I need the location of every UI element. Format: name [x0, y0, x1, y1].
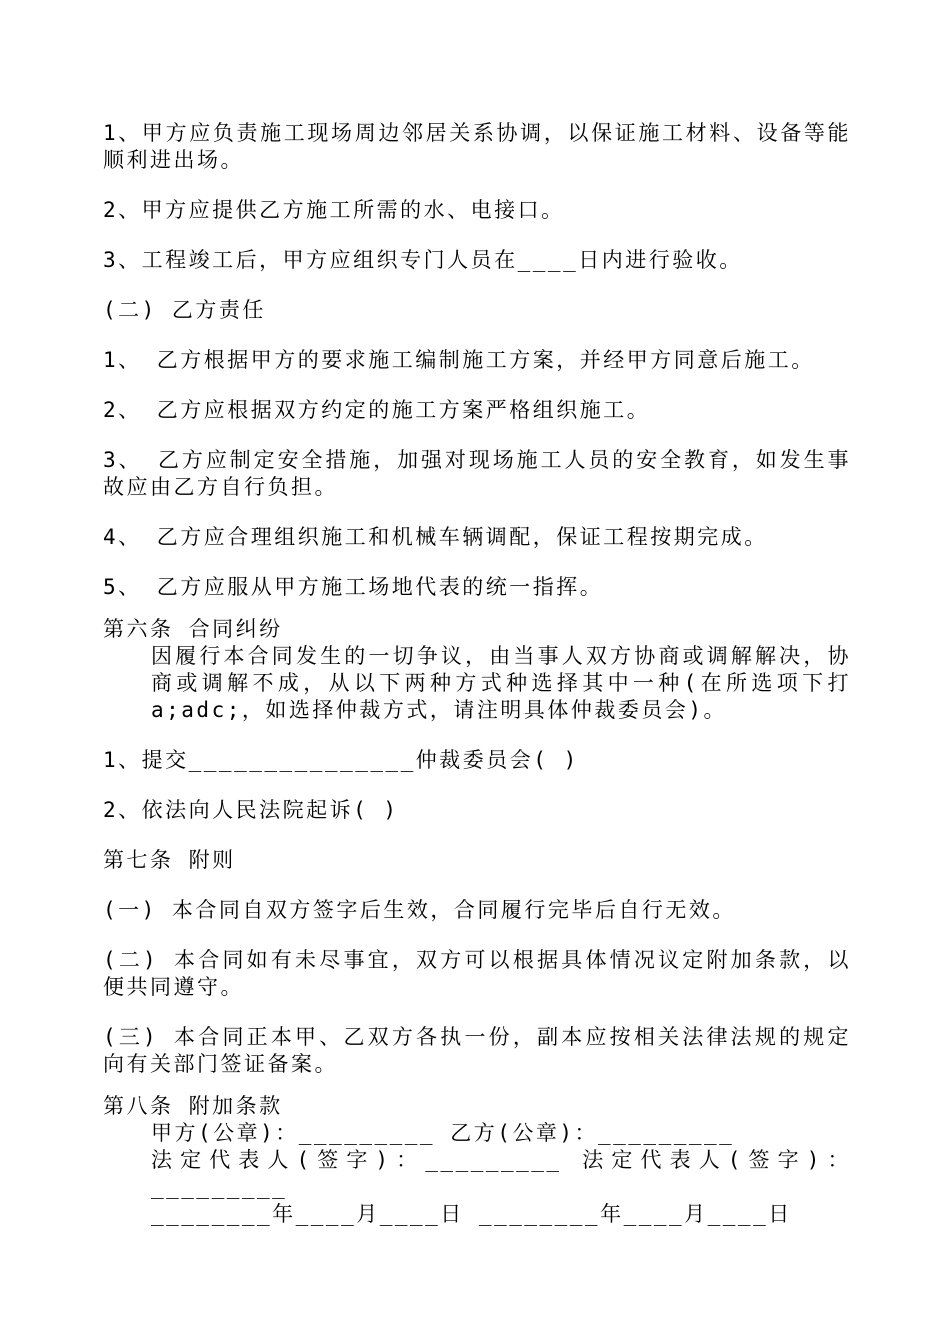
section-party-b-responsibility: (二) 乙方责任: [103, 298, 266, 322]
article-seven-clause-2: (二) 本合同如有未尽事宜，双方可以根据具体情况议定附加条款，以便共同遵守。: [103, 948, 851, 999]
article-seven-heading: 第七条 附则: [103, 848, 236, 872]
article-six-body: 因履行本合同发生的一切争议，由当事人双方协商或调解解决，协商或调解不成，从以下两种方式种选择其中一种(在所选项下打a;adc;，如选择仲裁方式，请注明具体仲裁委员会)。: [151, 644, 851, 722]
option-arbitration: 1、提交_______________仲裁委员会( ): [103, 748, 579, 772]
clause-party-a-acceptance: 3、工程竣工后，甲方应组织专门人员在____日内进行验收。: [103, 248, 743, 272]
article-six-heading: 第六条 合同纠纷: [103, 617, 283, 641]
signature-seals: 甲方(公章)：_________ 乙方(公章)：_________: [151, 1121, 735, 1145]
article-seven-clause-1: (一) 本合同自双方签字后生效，合同履行完毕后自行无效。: [103, 898, 736, 922]
article-seven-clause-3: (三) 本合同正本甲、乙双方各执一份，副本应按相关法律法规的规定向有关部门签证备案。: [103, 1025, 851, 1076]
clause-party-b-command: 5、 乙方应服从甲方施工场地代表的统一指挥。: [103, 575, 604, 599]
signature-representatives: 法定代表人(签字)：_________ 法定代表人(签字)：_________: [151, 1148, 851, 1199]
clause-party-b-safety: 3、 乙方应制定安全措施，加强对现场施工人员的安全教育，如发生事故应由乙方自行负担。: [103, 448, 851, 499]
article-eight-heading: 第八条 附加条款: [103, 1094, 283, 1118]
clause-party-b-plan: 1、 乙方根据甲方的要求施工编制施工方案，并经甲方同意后施工。: [103, 348, 815, 372]
contract-page: [103, 120, 851, 1228]
clause-party-b-vehicles: 4、 乙方应合理组织施工和机械车辆调配，保证工程按期完成。: [103, 525, 768, 549]
clause-party-b-construction: 2、 乙方应根据双方约定的施工方案严格组织施工。: [103, 398, 651, 422]
signature-dates: ________年____月____日 ________年____月____日: [151, 1202, 792, 1226]
clause-party-a-coordination: 1、甲方应负责施工现场周边邻居关系协调，以保证施工材料、设备等能顺利进出场。: [103, 121, 851, 172]
clause-party-a-utilities: 2、甲方应提供乙方施工所需的水、电接口。: [103, 198, 565, 222]
option-court: 2、依法向人民法院起诉( ): [103, 798, 399, 822]
